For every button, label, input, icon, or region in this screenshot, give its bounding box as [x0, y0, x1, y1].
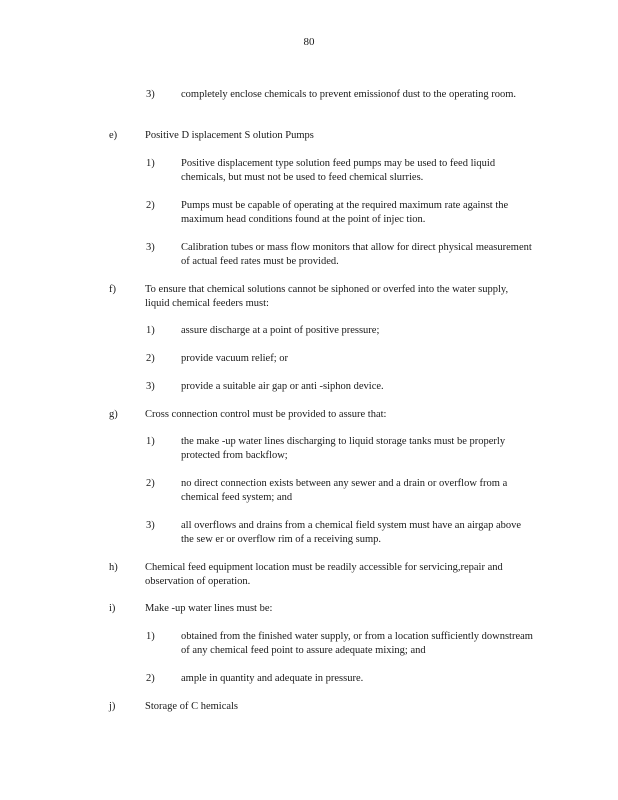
item-text: Pumps must be capable of operating at the required maximum rate against the maximum head conditions found at the point of injec tion.	[181, 200, 509, 225]
item-text: the make -up water lines discharging to liquid storage tanks must be properly protected from backflow;	[181, 436, 506, 461]
item-text: provide vacuum relief; or	[181, 353, 288, 364]
item-marker: 3)	[146, 520, 155, 531]
item-marker: i)	[109, 603, 116, 614]
item-marker: j)	[109, 701, 116, 712]
item-marker: 2)	[146, 200, 155, 211]
item-text: provide a suitable air gap or anti -siphon device.	[181, 381, 384, 392]
item-text: Chemical feed equipment location must be readily accessible for servicing,repair and observation of operation.	[145, 562, 503, 587]
item-marker: 3)	[146, 381, 155, 392]
item-marker: 2)	[146, 353, 155, 364]
item-text: Cross connection control must be provided to assure that:	[145, 409, 387, 420]
item-marker: f)	[109, 284, 116, 295]
item-text: obtained from the finished water supply, or from a location sufficiently downstream of any chemical feed point to assure adequate mixing; and	[181, 631, 533, 656]
item-marker: 3)	[146, 242, 155, 253]
item-marker: 2)	[146, 478, 155, 489]
item-text: ample in quantity and adequate in pressure.	[181, 673, 364, 684]
item-text: completely enclose chemicals to prevent emissionof dust to the operating room.	[181, 89, 517, 100]
item-marker: 1)	[146, 631, 155, 642]
item-text: all overflows and drains from a chemical field system must have an airgap above the sew er or overflow rim of a receiving sump.	[181, 520, 522, 545]
item-marker: g)	[109, 409, 118, 420]
item-text: Calibration tubes or mass flow monitors that allow for direct physical measurement of actual feed rates must be provided.	[181, 242, 532, 267]
section-heading: Positive D isplacement S olution Pumps	[145, 130, 314, 141]
item-text: no direct connection exists between any sewer and a drain or overflow from a chemical feed system; and	[181, 478, 508, 503]
item-text: To ensure that chemical solutions cannot be siphoned or overfed into the water supply, liquid chemical feeders must:	[145, 284, 509, 309]
page-number: 80	[303, 36, 315, 48]
item-marker: e)	[109, 130, 118, 141]
item-marker: 3)	[146, 89, 155, 100]
item-text: Positive displacement type solution feed pumps may be used to feed liquid chemicals, but must not be used to feed chemical slurries.	[181, 158, 496, 183]
item-marker: 1)	[146, 436, 155, 447]
item-text: Make -up water lines must be:	[145, 603, 273, 614]
item-marker: 1)	[146, 158, 155, 169]
section-heading: Storage of C hemicals	[145, 701, 239, 712]
item-marker: 2)	[146, 673, 155, 684]
item-text: assure discharge at a point of positive pressure;	[181, 325, 380, 336]
item-marker: 1)	[146, 325, 155, 336]
item-marker: h)	[109, 562, 118, 573]
